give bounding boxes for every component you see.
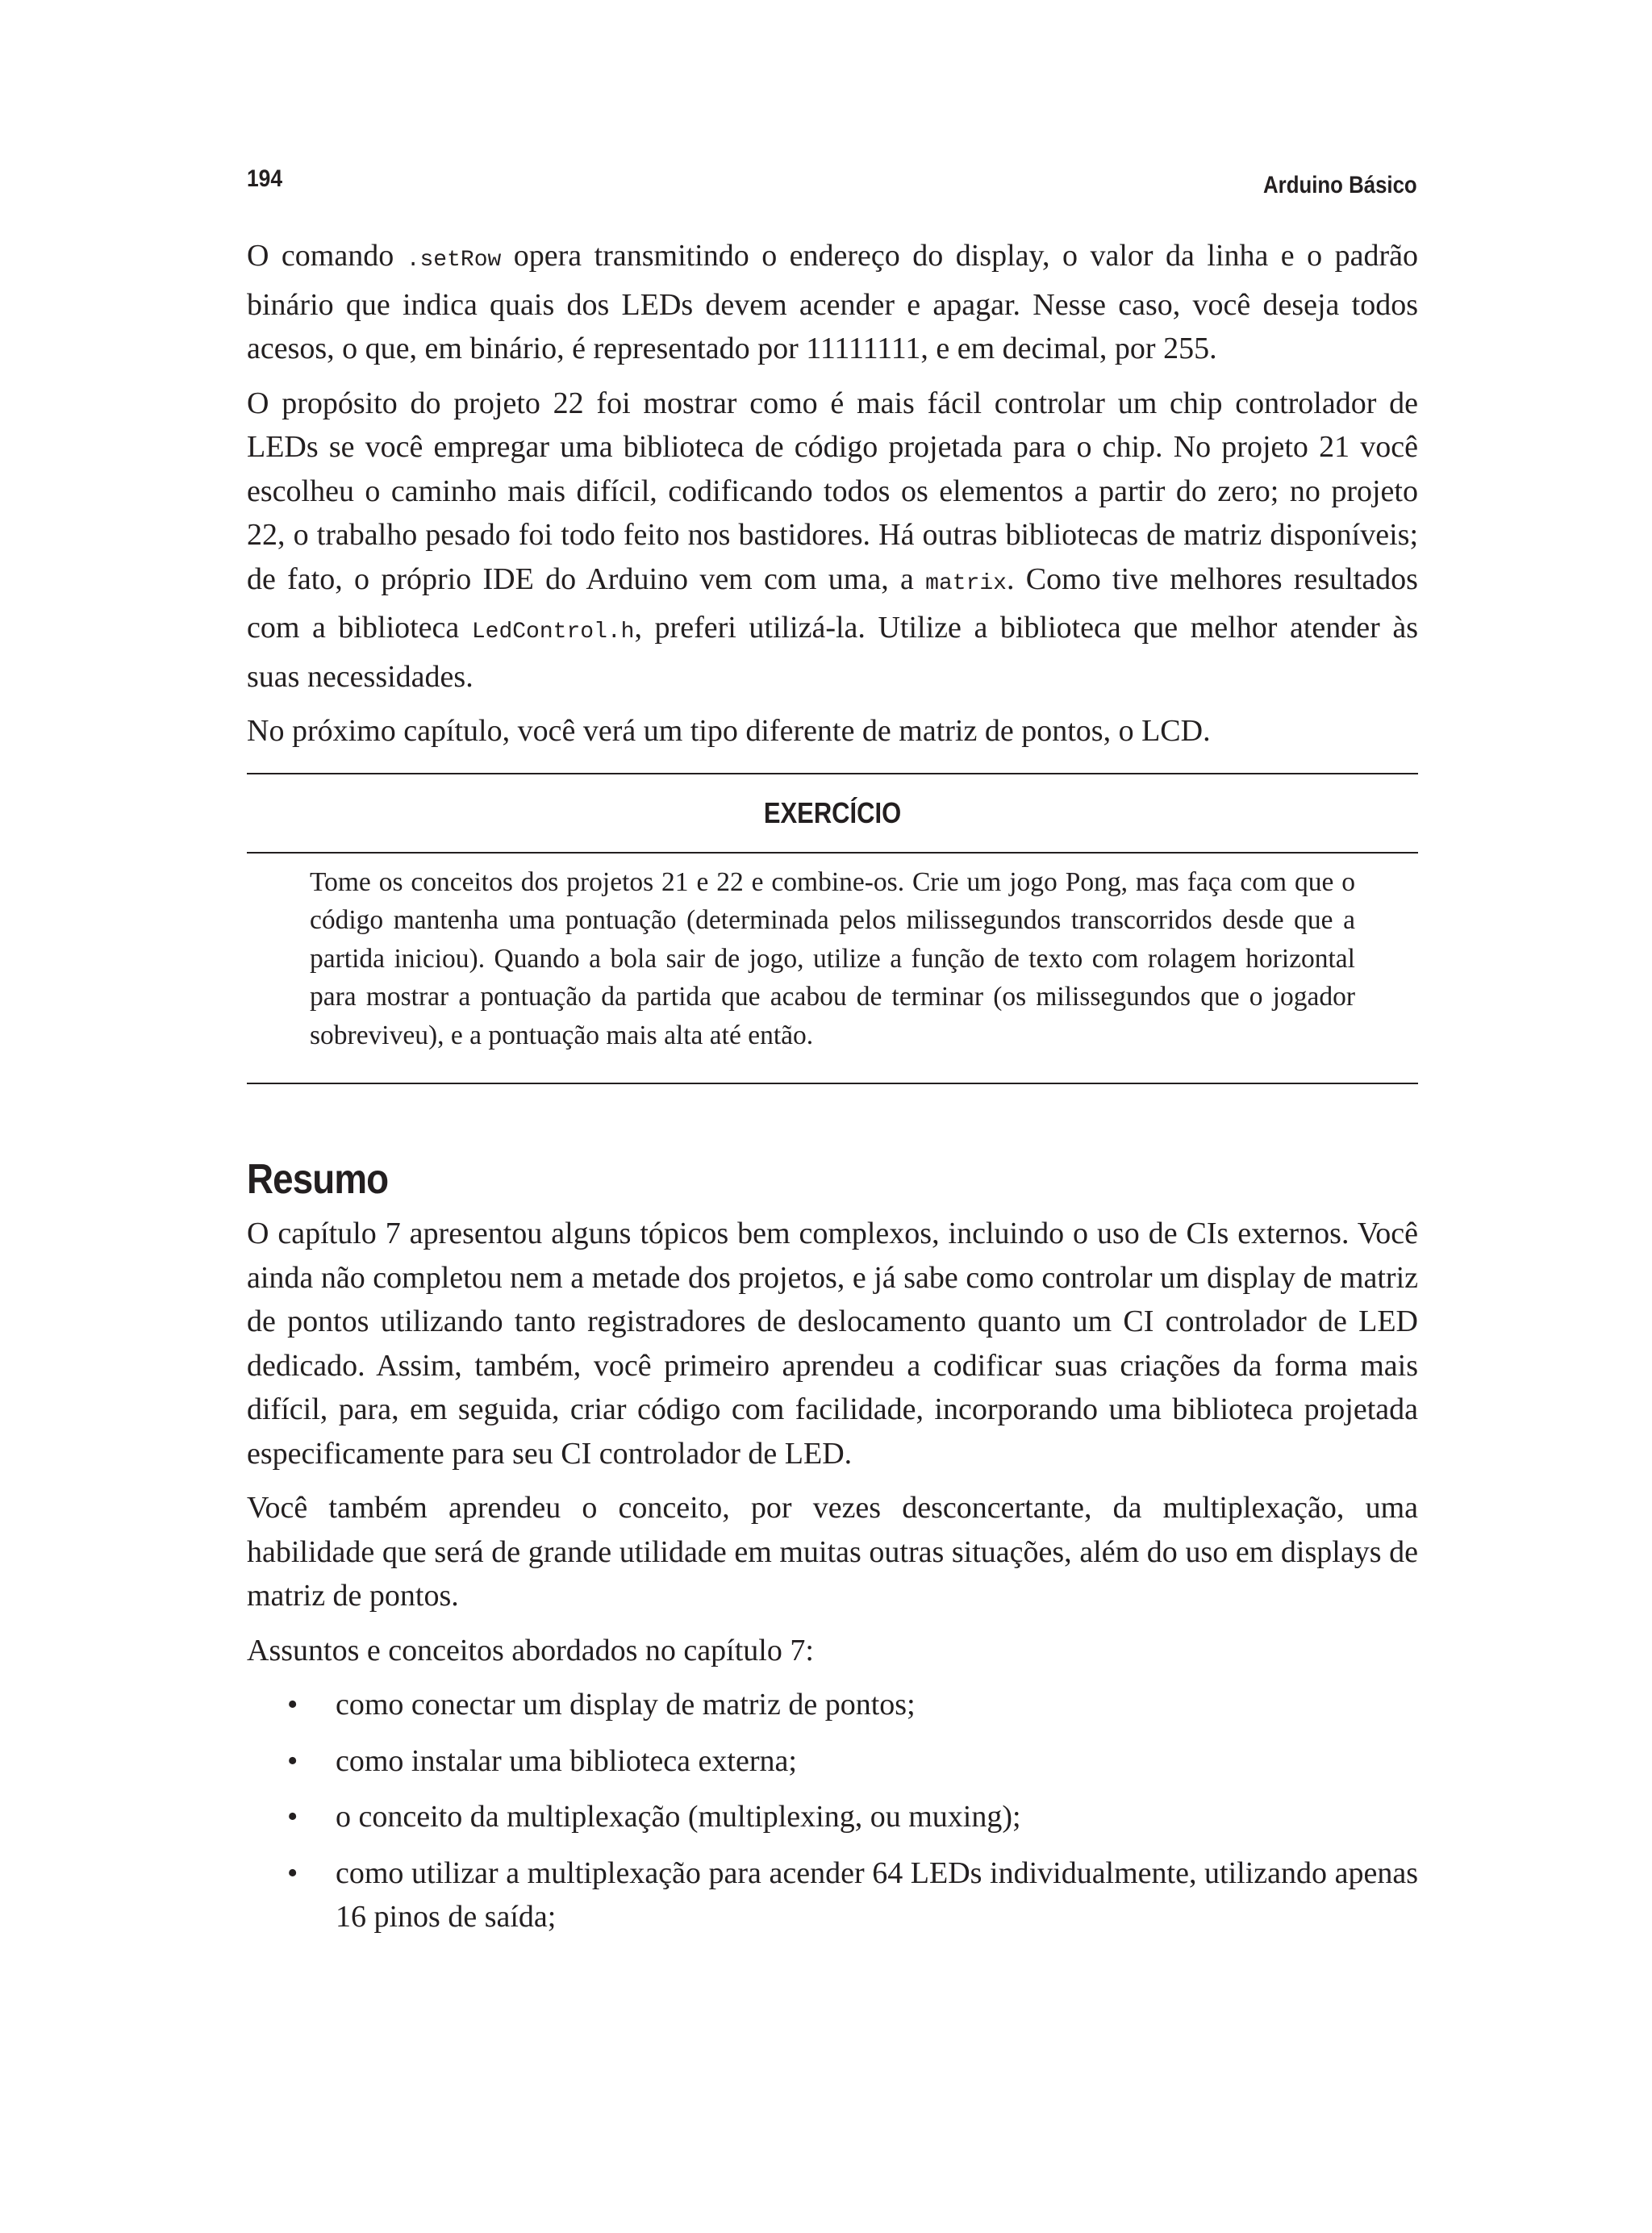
summary-paragraph-3: Assuntos e conceitos abordados no capítulo 7:	[247, 1633, 814, 1667]
code-matrix: matrix	[925, 570, 1007, 596]
summary-paragraph-2: Você também aprendeu o conceito, por vezes desconcertante, da multiplexação, uma habilidade que será de grande utilidade em muitas outras situações, além do uso em displays de matriz de pontos.	[247, 1491, 1418, 1613]
section-title-resumo: Resumo	[247, 1156, 389, 1203]
code-setrow: .setRow	[406, 248, 502, 273]
bullet-icon: •	[287, 1688, 298, 1722]
list-item	[247, 1739, 1418, 1784]
list-item	[247, 1683, 1418, 1727]
paragraph-project22-text-end: , preferi utilizá-la. Utilize a biblioteca que melhor atender às suas necessidades.	[247, 611, 1418, 694]
exercise-header	[247, 774, 1418, 854]
bullet-icon: •	[287, 1800, 298, 1834]
list-item-text: como utilizar a multiplexação para acender 64 LEDs individualmente, utilizando apenas 16 pinos de saída;	[336, 1855, 1418, 1934]
list-item-text: como instalar uma biblioteca externa;	[336, 1743, 797, 1778]
exercise-text: Tome os conceitos dos projetos 21 e 22 e combine-os. Crie um jogo Pong, mas faça com que o código mantenha uma pontuação (determinada pelos milissegundos transcorridos desde que a partida iniciou). Quando a bola sair de jogo, utilize a função de texto com rolagem horizontal para mostrar a pontuação da partida que acabou de terminar (os milissegundos que o jogador sobreviveu), e a pontuação mais alta até então.	[310, 866, 1355, 1050]
paragraph-setrow-text-end: opera transmitindo o endereço do display, o valor da linha e o padrão binário que indica quais dos LEDs devem acender e apagar. Nesse caso, você deseja todos acesos, o que, em binário, é representado por 11111111, e em decimal, por 255.	[247, 239, 1419, 365]
exercise-title: EXERCÍCIO	[763, 795, 902, 829]
bullet-icon: •	[287, 1743, 298, 1778]
topics-list	[247, 1683, 1418, 1939]
paragraph-next-chapter: No próximo capítulo, você verá um tipo diferente de matriz de pontos, o LCD.	[247, 714, 1211, 748]
paragraph-setrow	[247, 234, 1418, 371]
list-item-text: o conceito da multiplexação (multiplexing, ou muxing);	[336, 1800, 1021, 1834]
code-ledcontrol: LedControl.h	[471, 620, 635, 645]
list-item-text: como conectar um display de matriz de pontos;	[336, 1688, 916, 1722]
bullet-icon: •	[287, 1855, 298, 1890]
page-number: 194	[247, 165, 283, 192]
paragraph-project22-text-start: O propósito do projeto 22 foi mostrar como é mais fácil controlar um chip controlador de LEDs se você empregar uma biblioteca de código projetada para o chip. No projeto 21 você escolheu o caminho mais difícil, codificando todos os elementos a partir do zero; no projeto 22, o trabalho pesado foi todo feito nos bastidores. Há outras bibliotecas de matriz disponíveis; de fato, o próprio IDE do Arduino vem com uma, a	[247, 386, 1418, 596]
summary-paragraph-1: O capítulo 7 apresentou alguns tópicos bem complexos, incluindo o uso de CIs externos. Você ainda não completou nem a metade dos projetos, e já sabe como controlar um display de matriz de pontos utilizando tanto registradores de deslocamento quanto um CI controlador de LED dedicado. Assim, também, você primeiro aprendeu a codificar suas criações da forma mais difícil, para, em seguida, criar código com facilidade, incorporando uma biblioteca projetada especificamente para seu CI controlador de LED.	[247, 1217, 1418, 1471]
paragraph-setrow-text-start: O comando	[247, 239, 407, 273]
exercise-box	[247, 773, 1418, 1085]
list-item	[247, 1851, 1418, 1939]
paragraph-project22-text-middle: . Como tive melhores resultados com a biblioteca	[247, 561, 1418, 645]
running-header-title: Arduino Básico	[1263, 172, 1417, 198]
page-content	[247, 234, 1418, 1951]
paragraph-project22-purpose	[247, 382, 1418, 699]
list-item	[247, 1795, 1418, 1839]
